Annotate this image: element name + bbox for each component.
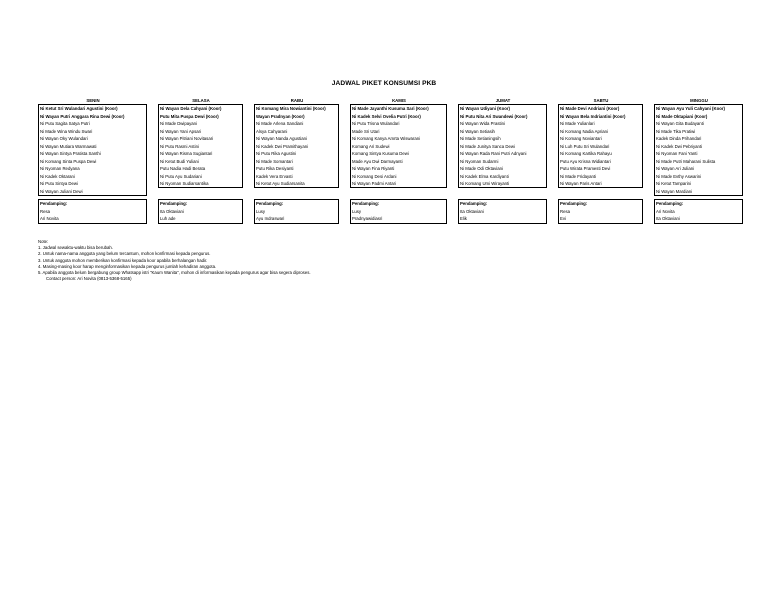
pendamping-name: Lusy: [255, 208, 339, 215]
column-gap: [243, 105, 255, 113]
note-item-4: 4. Masing-masing koor harap menginformasikan kepada pengurus jumlah kehadiran anggota.: [38, 263, 217, 269]
column-gap: [339, 215, 351, 223]
member-name: Ni Komang Umi Wirayanti: [459, 180, 547, 188]
column-gap: [447, 97, 459, 105]
column-gap: [339, 208, 351, 215]
member-name: Ni Made Tika Pratiwi: [655, 128, 743, 135]
pendamping-label: Pendamping:: [39, 200, 147, 208]
column-gap: [243, 158, 255, 165]
member-name: Ni Putu Sagita Satya Putri: [39, 120, 147, 127]
day-header: SELASA: [159, 97, 243, 105]
column-gap: [547, 188, 559, 196]
note-item-1: 1. Jadwal sewaktu-waktu bisa berubah.: [38, 245, 113, 251]
member-name: Putu Ayu Krisna Widiantari: [559, 158, 643, 165]
page-title: JADWAL PIKET KONSUMSI PKB: [331, 80, 437, 87]
column-gap: [339, 143, 351, 150]
member-name: Ni Kadek Dwi Pebriyanti: [655, 143, 743, 150]
contact-person: Contact person: Ari Novita (0813-5368-5165): [46, 276, 132, 282]
column-gap: [447, 173, 459, 180]
column-gap: [447, 128, 459, 135]
column-gap: [547, 135, 559, 142]
column-gap: [243, 97, 255, 105]
column-gap: [147, 180, 159, 188]
column-gap: [447, 180, 459, 188]
column-gap: [643, 97, 655, 105]
pendamping-name: Ita Oktaviani: [159, 208, 243, 215]
member-name: Kadek Vera Ervasti: [255, 173, 339, 180]
day-header: MINGGU: [655, 97, 743, 105]
column-gap: [447, 208, 459, 215]
column-gap: [243, 143, 255, 150]
member-name: Ni Wayan Juliani Dewi: [39, 188, 147, 196]
column-gap: [243, 128, 255, 135]
column-gap: [243, 165, 255, 172]
member-name: Ni Made Somantari: [255, 158, 339, 165]
column-gap: [643, 105, 655, 113]
member-name: Ni Kadek Elma Kardiyanti: [459, 173, 547, 180]
column-gap: [447, 113, 459, 120]
column-gap: [147, 120, 159, 127]
column-gap: [147, 143, 159, 150]
member-name: Alsya Cahyarani: [255, 128, 339, 135]
day-header: RABU: [255, 97, 339, 105]
pendamping-name: Ari Novita: [655, 208, 743, 215]
column-gap: [547, 173, 559, 180]
member-name: Ni Made Odi Oktaviani: [459, 165, 547, 172]
column-gap: [547, 105, 559, 113]
column-gap: [447, 105, 459, 113]
member-name: Ni Kadek Dwi Pramithayani: [255, 143, 339, 150]
day-header: SENIN: [39, 97, 147, 105]
column-gap: [339, 128, 351, 135]
koor-name: Ni Made Jayanthi Kusuma Sari (Koor): [351, 105, 447, 113]
column-gap: [147, 173, 159, 180]
column-gap: [547, 215, 559, 223]
column-gap: [447, 188, 459, 196]
column-gap: [243, 188, 255, 196]
column-gap: [243, 120, 255, 127]
member-name: Ni Made Fridayanti: [559, 173, 643, 180]
pendamping-name: Evi: [559, 215, 643, 223]
column-gap: [447, 200, 459, 208]
pendamping-name: Resa: [39, 208, 147, 215]
member-name: Ni Wayan Oky Wulandari: [39, 135, 147, 142]
column-gap: [339, 173, 351, 180]
member-name: Ni Ketut Ayu Sudiarsanita: [255, 180, 339, 188]
member-name: Made Ayu Dwi Darmayanti: [351, 158, 447, 165]
koor-name: Ni Made Devi Andriani (Koor): [559, 105, 643, 113]
member-name: Ni Made Evthy Aswarini: [655, 173, 743, 180]
column-gap: [147, 208, 159, 215]
member-name: Ni Ketut Budi Yuliani: [159, 158, 243, 165]
column-gap: [243, 200, 255, 208]
koor-name: Ni Wayan Dela Cahyani (Koor): [159, 105, 243, 113]
column-gap: [547, 120, 559, 127]
column-gap: [643, 173, 655, 180]
column-gap: [447, 215, 459, 223]
column-gap: [147, 135, 159, 142]
empty-cell: [159, 188, 243, 196]
column-gap: [339, 165, 351, 172]
member-name: Ni Made Putri Maharani Sulista: [655, 158, 743, 165]
member-name: Ni Putu Trisna Wulandari: [351, 120, 447, 127]
note-item-5: 5. Apabila anggota belum bergabung group Whatsapp istri "Kaum Wanita", mohon di informasikan kepada pengurus agar bisa segera diproses.: [38, 270, 311, 276]
column-gap: [643, 143, 655, 150]
member-name: Ni Putu Rasmi Astini: [159, 143, 243, 150]
member-name: Ni Nyoman Fani Yanti: [655, 150, 743, 157]
member-name: Putu Rika Desiyanti: [255, 165, 339, 172]
member-name: Ni Wayan Pitriani Novitasari: [159, 135, 243, 142]
column-gap: [547, 128, 559, 135]
pendamping-label: Pendamping:: [159, 200, 243, 208]
column-gap: [339, 120, 351, 127]
member-name: Ni Wayan Fina Riyanti: [351, 165, 447, 172]
day-header: JUMAT: [459, 97, 547, 105]
member-name: Ni Wayan Nanda Agustiani: [255, 135, 339, 142]
koor-name: Putu Mita Puspa Dewi (Koor): [159, 113, 243, 120]
koor-name: Ni Made Oktapiani (Koor): [655, 113, 743, 120]
pendamping-name: Ayu Indraswari: [255, 215, 339, 223]
member-name: Ni Wayan Ari Juliani: [655, 165, 743, 172]
column-gap: [243, 173, 255, 180]
column-gap: [643, 150, 655, 157]
koor-name: Ni Kadek Selvi Ovelia Putri (Koor): [351, 113, 447, 120]
column-gap: [339, 97, 351, 105]
column-gap: [547, 97, 559, 105]
column-gap: [339, 180, 351, 188]
member-name: Ni Made Arlena Sandiani: [255, 120, 339, 127]
member-name: Kadek Dinda Prihandari: [655, 135, 743, 142]
empty-cell: [351, 188, 447, 196]
column-gap: [147, 113, 159, 120]
member-name: Ni Nyoman Sudiarsantika: [159, 180, 243, 188]
column-gap: [147, 200, 159, 208]
column-gap: [243, 150, 255, 157]
notes-section: [38, 239, 311, 282]
member-name: Ni Made Dwipayani: [159, 120, 243, 127]
column-gap: [447, 135, 459, 142]
member-name: Ni Putu Rika Agustini: [255, 150, 339, 157]
column-gap: [147, 165, 159, 172]
column-gap: [547, 208, 559, 215]
column-gap: [243, 135, 255, 142]
member-name: Komang Sintya Kusuma Dewi: [351, 150, 447, 157]
member-name: Ni Wayan Sintya Pratista Santhi: [39, 150, 147, 157]
column-gap: [339, 135, 351, 142]
member-name: Putu Wirata Pramesti Devi: [559, 165, 643, 172]
column-gap: [243, 113, 255, 120]
column-gap: [643, 215, 655, 223]
koor-name: Ni Putu Nita Ari Swandewi (Koor): [459, 113, 547, 120]
member-name: Ni Nyoman Sudarmi: [459, 158, 547, 165]
column-gap: [643, 128, 655, 135]
column-gap: [547, 143, 559, 150]
column-gap: [243, 208, 255, 215]
column-gap: [447, 158, 459, 165]
member-name: Ni Luh Putu Sri Wulandari: [559, 143, 643, 150]
member-name: Komang Ari Sudewi: [351, 143, 447, 150]
koor-name: Ni Komang Mira Nowiantini (Koor): [255, 105, 339, 113]
column-gap: [447, 120, 459, 127]
empty-cell: [559, 188, 643, 196]
member-name: Ni Wayan Padmi Antari: [351, 180, 447, 188]
note-item-2: 2. Untuk nama-nama anggota yang belum tercantum, mohon konfirmasi kepada pengurus.: [38, 251, 211, 257]
note-item-3: 3. Untuk anggota mohon memberikan konfirmasi kepada koor apabila berhalangan hadir.: [38, 257, 208, 263]
koor-name: Wayan Pradnyan (Koor): [255, 113, 339, 120]
column-gap: [547, 158, 559, 165]
day-header: KAMIS: [351, 97, 447, 105]
column-gap: [547, 165, 559, 172]
pendamping-label: Pendamping:: [255, 200, 339, 208]
koor-name: Ni Wayan Putri Anggara Rina Dewi (Koor): [39, 113, 147, 120]
column-gap: [643, 180, 655, 188]
pendamping-label: Pendamping:: [655, 200, 743, 208]
pendamping-name: Ita Oktaviani: [655, 215, 743, 223]
member-name: Ni Wayan Mardiani: [655, 188, 743, 196]
koor-name: Ni Ketut Sri Wulandari Agustini (Koor): [39, 105, 147, 113]
column-gap: [547, 200, 559, 208]
column-gap: [643, 208, 655, 215]
column-gap: [643, 120, 655, 127]
member-name: Ni Komang Noviantari: [559, 135, 643, 142]
member-name: Ni Nyoman Redyana: [39, 165, 147, 172]
member-name: Ni Made Wina Windu Swari: [39, 128, 147, 135]
pendamping-label: Pendamping:: [559, 200, 643, 208]
column-gap: [147, 105, 159, 113]
member-name: Ni Wayan Rada Rani Putri Adnyani: [459, 150, 547, 157]
pendamping-name: Ari Novita: [39, 215, 147, 223]
koor-name: Ni Wayan Ayu Yuli Cahyani (Koor): [655, 105, 743, 113]
member-name: Ni Ketut Tamparini: [655, 180, 743, 188]
member-name: Ni Kadek Oktarani: [39, 173, 147, 180]
member-name: Ni Komang Kanya Amrta Wiswarani: [351, 135, 447, 142]
column-gap: [643, 158, 655, 165]
column-gap: [147, 158, 159, 165]
member-name: Ni Wayan Setiasih: [459, 128, 547, 135]
empty-cell: [255, 188, 339, 196]
member-name: Ni Wayan Yani Apsari: [159, 128, 243, 135]
empty-cell: [459, 188, 547, 196]
member-name: Ni Made Junitya Sanca Dewi: [459, 143, 547, 150]
column-gap: [339, 188, 351, 196]
column-gap: [339, 158, 351, 165]
pendamping-name: Ita Oktaviani: [459, 208, 547, 215]
column-gap: [339, 200, 351, 208]
member-name: Ni Komang Nadia Apriani: [559, 128, 643, 135]
column-gap: [643, 113, 655, 120]
member-name: Ni Wayan Mutiara Warmawati: [39, 143, 147, 150]
column-gap: [243, 180, 255, 188]
koor-name: Ni Wayan Udiyani (Koor): [459, 105, 547, 113]
pendamping-name: Pradnyawidiasri: [351, 215, 447, 223]
member-name: Ni Putu Sintya Dewi: [39, 180, 147, 188]
pendamping-name: Lusy: [351, 208, 447, 215]
notes-heading: Note:: [38, 239, 49, 244]
column-gap: [147, 150, 159, 157]
koor-name: Ni Wayan Bela Indriantini (Koor): [559, 113, 643, 120]
member-name: Ni Wayan Risma Sugiantari: [159, 150, 243, 157]
member-name: Ni Komang Desi Ardani: [351, 173, 447, 180]
member-name: Ni Made Yulianlari: [559, 120, 643, 127]
column-gap: [339, 150, 351, 157]
schedule-table: [38, 97, 743, 224]
pendamping-name: Elik: [459, 215, 547, 223]
member-name: Ni Komang Sinta Puspa Dewi: [39, 158, 147, 165]
member-name: Ni Wayan Paris Antari: [559, 180, 643, 188]
day-header: SABTU: [559, 97, 643, 105]
member-name: Ni Made Setianingsih: [459, 135, 547, 142]
column-gap: [643, 200, 655, 208]
column-gap: [243, 215, 255, 223]
column-gap: [339, 113, 351, 120]
member-name: Ni Wayan Gita Budayanti: [655, 120, 743, 127]
pendamping-label: Pendamping:: [459, 200, 547, 208]
member-name: Ni Wayan Wida Prastini: [459, 120, 547, 127]
member-name: Putu Nadia Hadi Berata: [159, 165, 243, 172]
column-gap: [643, 165, 655, 172]
column-gap: [643, 188, 655, 196]
column-gap: [547, 150, 559, 157]
column-gap: [643, 135, 655, 142]
column-gap: [447, 143, 459, 150]
column-gap: [547, 180, 559, 188]
pendamping-label: Pendamping:: [351, 200, 447, 208]
column-gap: [547, 113, 559, 120]
member-name: Made Sri Utari: [351, 128, 447, 135]
column-gap: [147, 188, 159, 196]
member-name: Ni Putu Ayu Sudariani: [159, 173, 243, 180]
column-gap: [447, 150, 459, 157]
column-gap: [447, 165, 459, 172]
column-gap: [147, 97, 159, 105]
column-gap: [147, 215, 159, 223]
pendamping-name: Luh ade: [159, 215, 243, 223]
column-gap: [339, 105, 351, 113]
column-gap: [147, 128, 159, 135]
pendamping-name: Resa: [559, 208, 643, 215]
member-name: Ni Komang Kartika Rahayu: [559, 150, 643, 157]
